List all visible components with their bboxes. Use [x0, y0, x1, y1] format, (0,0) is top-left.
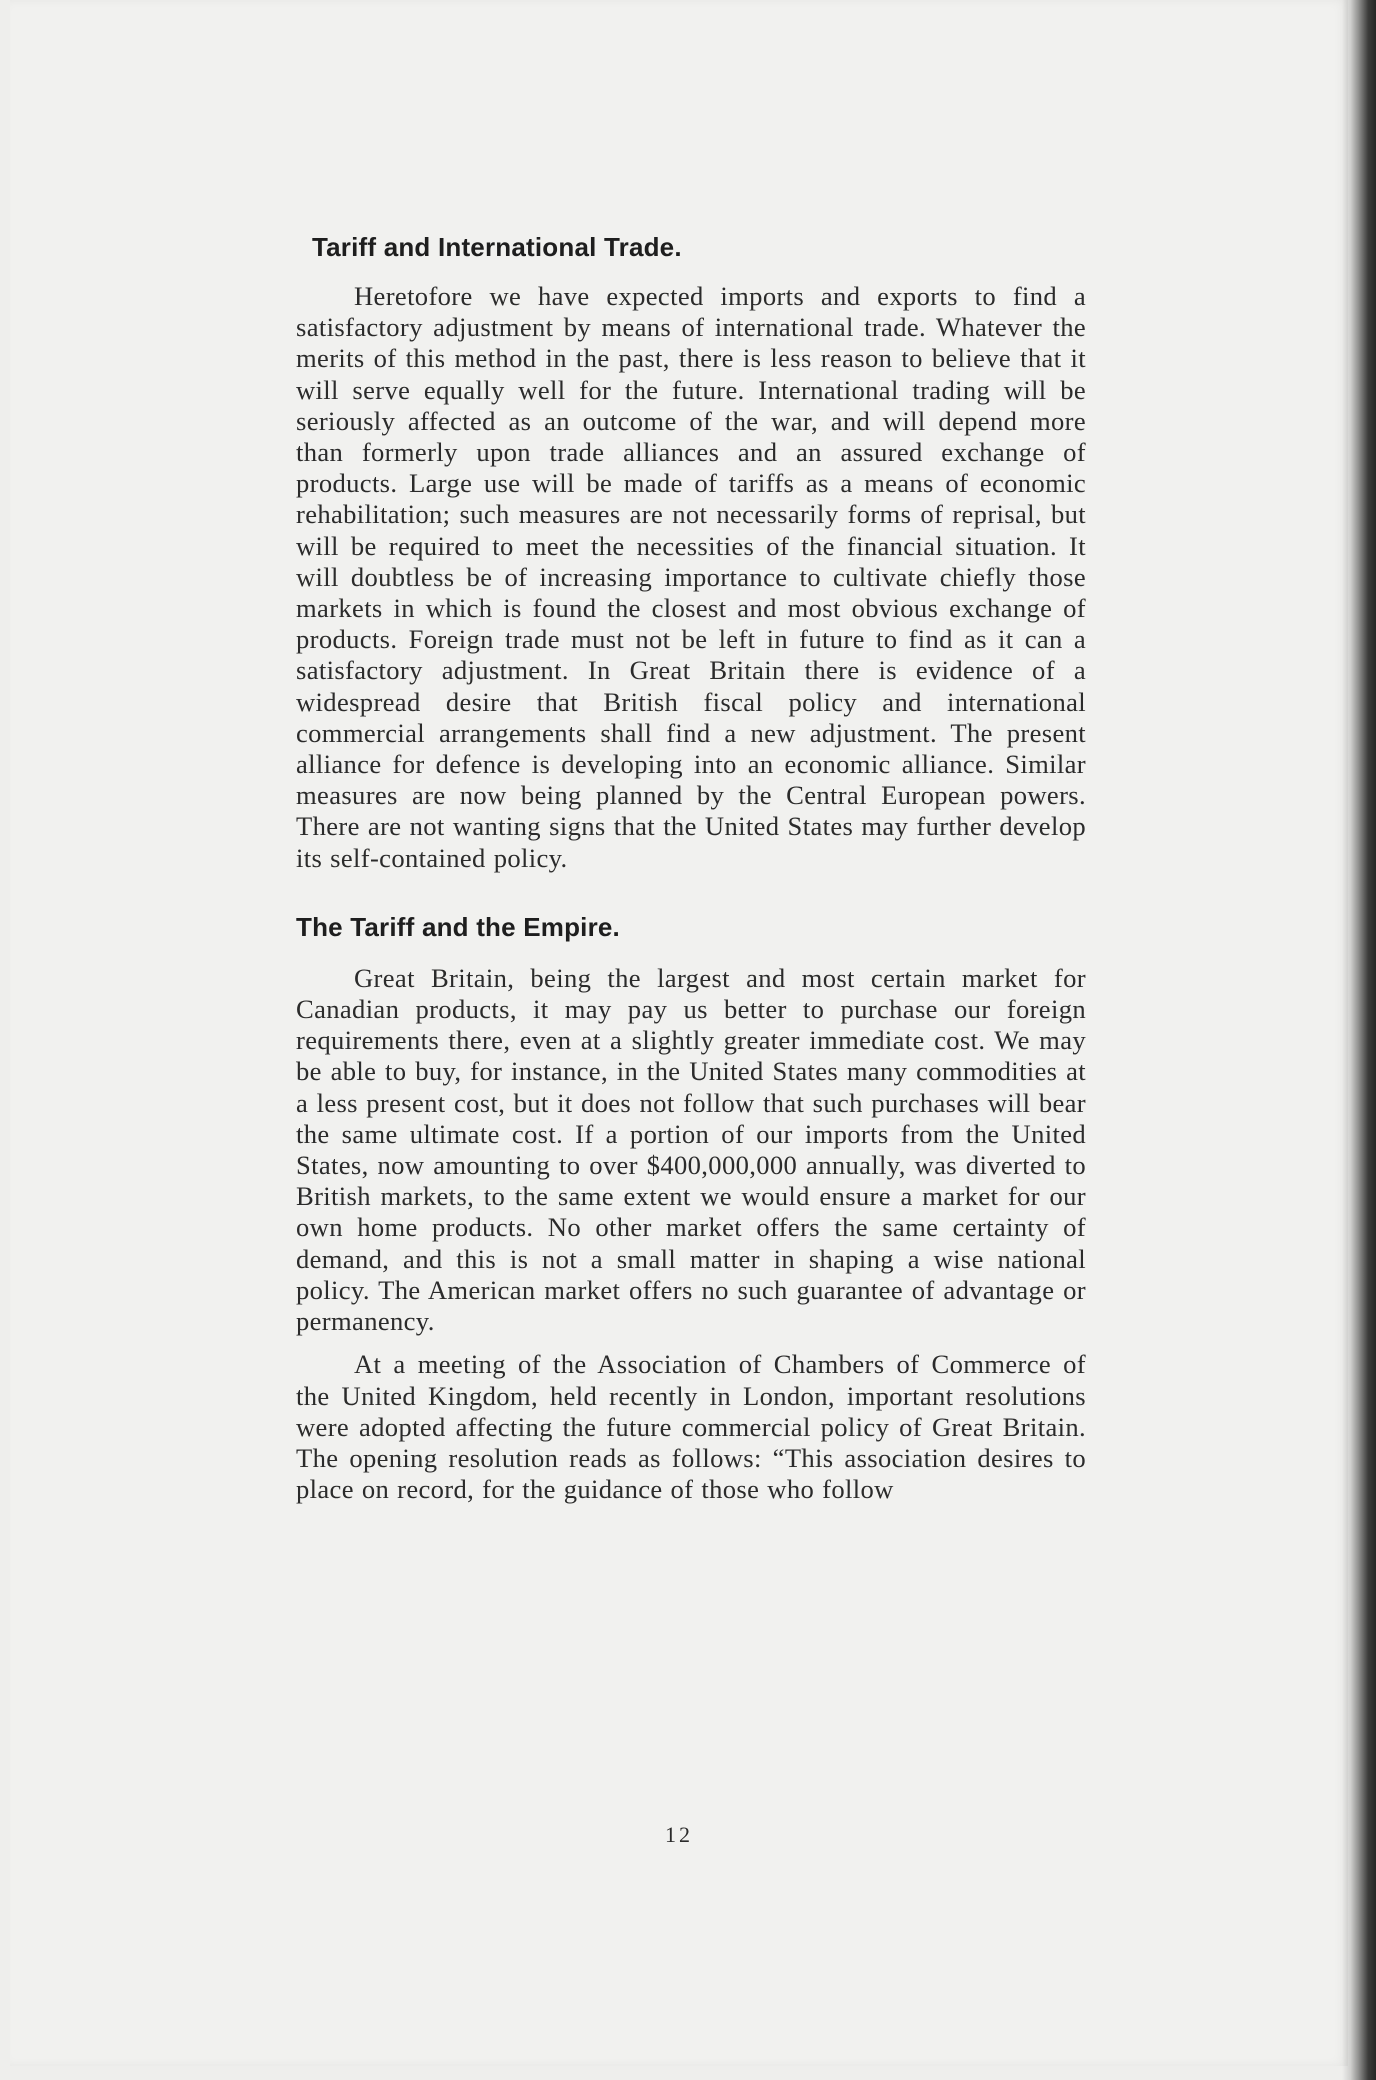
paragraph-tariff-international-trade: Heretofore we have expected imports and exports to find a satisfactory adjustment by means of international trade. Whatever the merits of this method in the past, there is less reason to believe that it will serve equally well for the future. International trading will be seriously affected as an outcome of the war, and will depend more than formerly upon trade alliances and an assured exchange of products. Large use will be made of tariffs as a means of economic rehabilitation; such measures are not necessarily forms of reprisal, but will be required to meet the necessities of the financial situation. It will doubtless be of increasing importance to cultivate chiefly those markets in which is found the closest and most obvious exchange of products. Foreign trade must not be left in future to find as it can a satisfactory adjustment. In Great Britain there is evidence of a widespread desire that British fiscal policy and international commercial arrangements shall find a new adjustment. The present alliance for defence is developing into an economic alliance. Similar measures are now being planned by the Central European powers. There are not wanting signs that the United States may further develop its self-contained policy. [296, 281, 1086, 873]
page-number: 12 [665, 1822, 693, 1847]
section-heading-tariff-international-trade: Tariff and International Trade. [312, 232, 682, 262]
paragraph-tariff-empire-1: Great Britain, being the largest and most certain market for Canadian products, it may pay us better to purchase our foreign requirements there, even at a slightly greater immediate cost. We may be able to buy, for instance, in the United States many commodities at a less present cost, but it does not follow that such purchases will bear the same ultimate cost. If a portion of our imports from the United States, now amounting to over $400,000,000 annually, was diverted to British markets, to the same extent we would ensure a market for our own home products. No other market offers the same certainty of demand, and this is not a small matter in shaping a wise national policy. The American market offers no such guarantee of advantage or permanency. [296, 962, 1086, 1337]
book-page [10, 0, 1348, 2066]
paragraph-tariff-empire-2: At a meeting of the Association of Chambers of Commerce of the United Kingdom, held recently in London, important resolutions were adopted affecting the future commercial policy of Great Britain. The opening resolution reads as follows: “This association desires to place on record, for the guidance of those who follow [296, 1349, 1086, 1505]
section-heading-tariff-and-empire: The Tariff and the Empire. [296, 911, 620, 942]
page-edge-shadow [1342, 0, 1350, 2080]
text-block [296, 232, 1086, 1505]
binding-edge [1350, 0, 1376, 2080]
